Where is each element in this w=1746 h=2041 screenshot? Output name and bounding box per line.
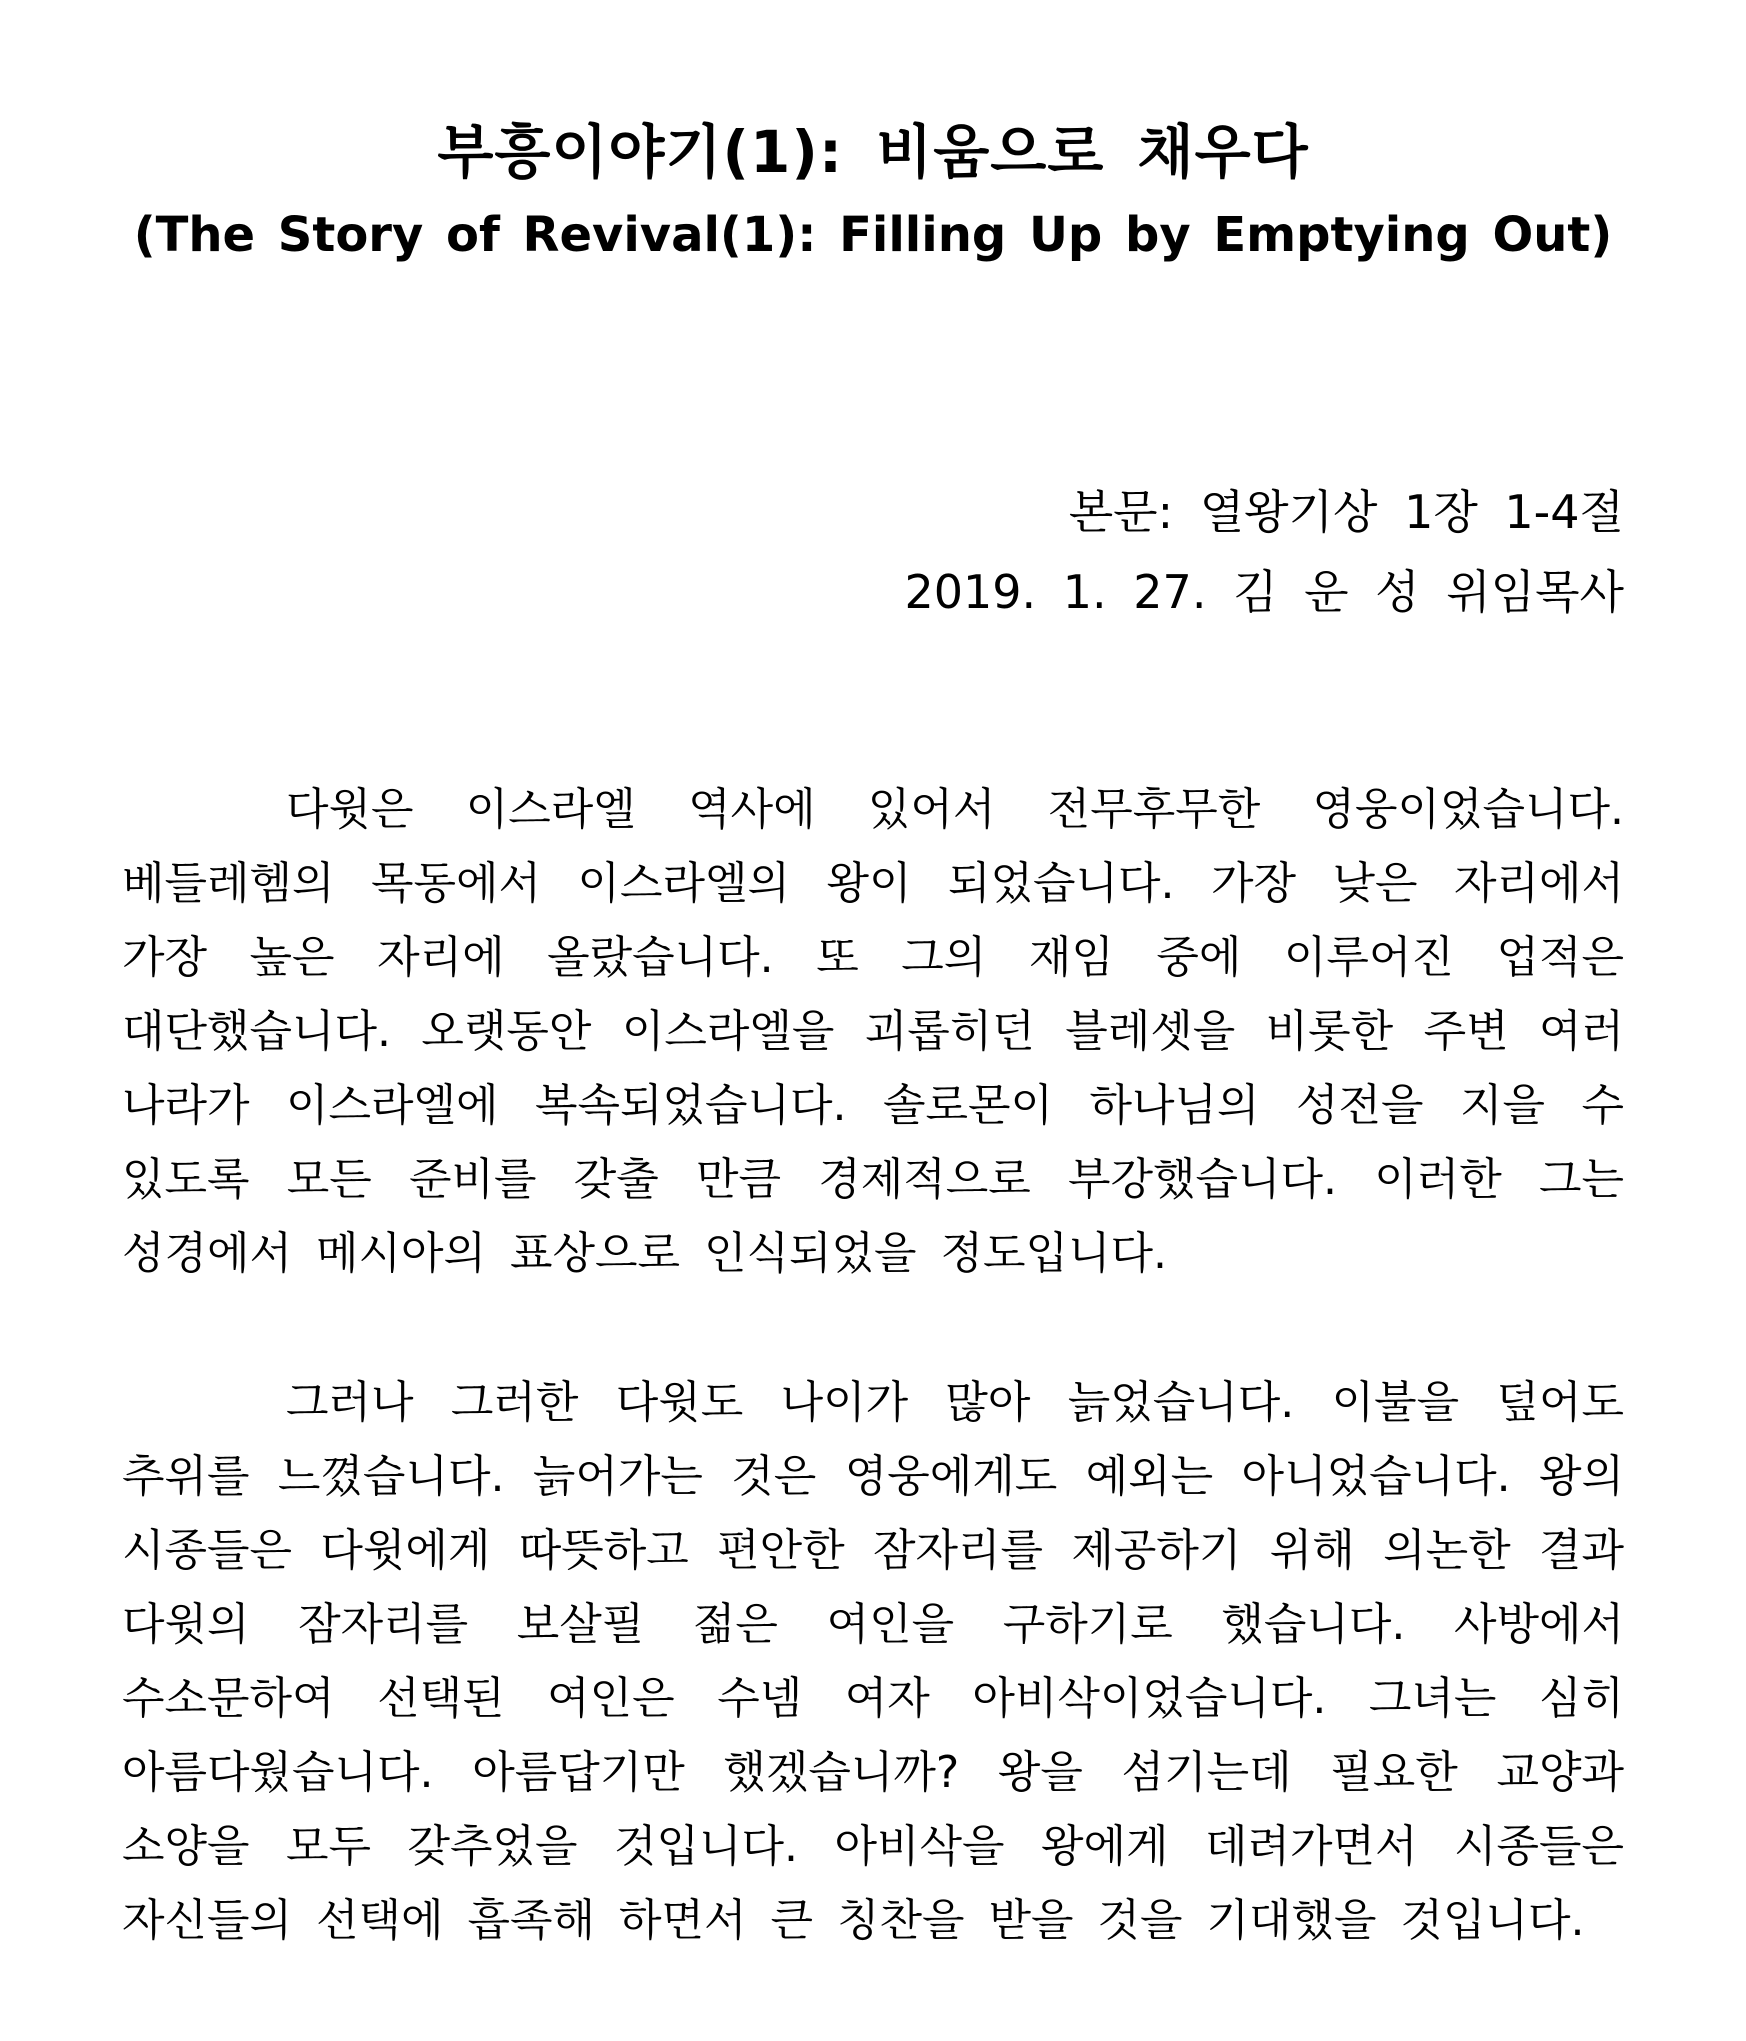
paragraph-1: 다윗은 이스라엘 역사에 있어서 전무후무한 영웅이었습니다. 베들레헴의 목동에서 이스라엘의 왕이 되었습니다. 가장 낮은 자리에서 가장 높은 자리에 올랐습니다. 또 그의 재임 중에 이루어진 업적은 대단했습니다. 오랫동안 이스라엘을 괴롭히던 블레셋을 비롯한 주변 여러 나라가 이스라엘에 복속되었습니다. 솔로몬이 하나님의 성전을 지을 수 있도록 모든 준비를 갖출 만큼 경제적으로 부강했습니다. 이러한 그는 성경에서 메시아의 표상으로 인식되었을 정도입니다. [122,784,1624,1279]
paragraph-2: 그러나 그러한 다윗도 나이가 많아 늙었습니다. 이불을 덮어도 추위를 느꼈습니다. 늙어가는 것은 영웅에게도 예외는 아니었습니다. 왕의 시종들은 다윗에게 따뜻하고 편안한 잠자리를 제공하기 위해 의논한 결과 다윗의 잠자리를 보살필 젊은 여인을 구하기로 했습니다. 사방에서 수소문하여 선택된 여인은 수넴 여자 아비삭이었습니다. 그녀는 심히 아름다웠습니다. 아름답기만 했겠습니까? 왕을 섬기는데 필요한 교양과 소양을 모두 갖추었을 것입니다. 아비삭을 왕에게 데려가면서 시종들은 자신들의 선택에 흡족해 하면서 큰 칭찬을 받을 것을 기대했을 것입니다. [122,1377,1624,1946]
english-title: (The Story of Revival(1): Filling Up by Emptying Out) [133,207,1613,263]
scripture-reference: 본문: 열왕기상 1장 1-4절 [1068,485,1624,539]
date-and-author: 2019. 1. 27. 김 운 성 위임목사 [904,565,1624,619]
sermon-body [122,773,1624,1958]
korean-title: 부흥이야기(1): 비움으로 채우다 [437,118,1309,186]
title-block [0,112,1746,270]
sermon-meta [904,472,1624,632]
